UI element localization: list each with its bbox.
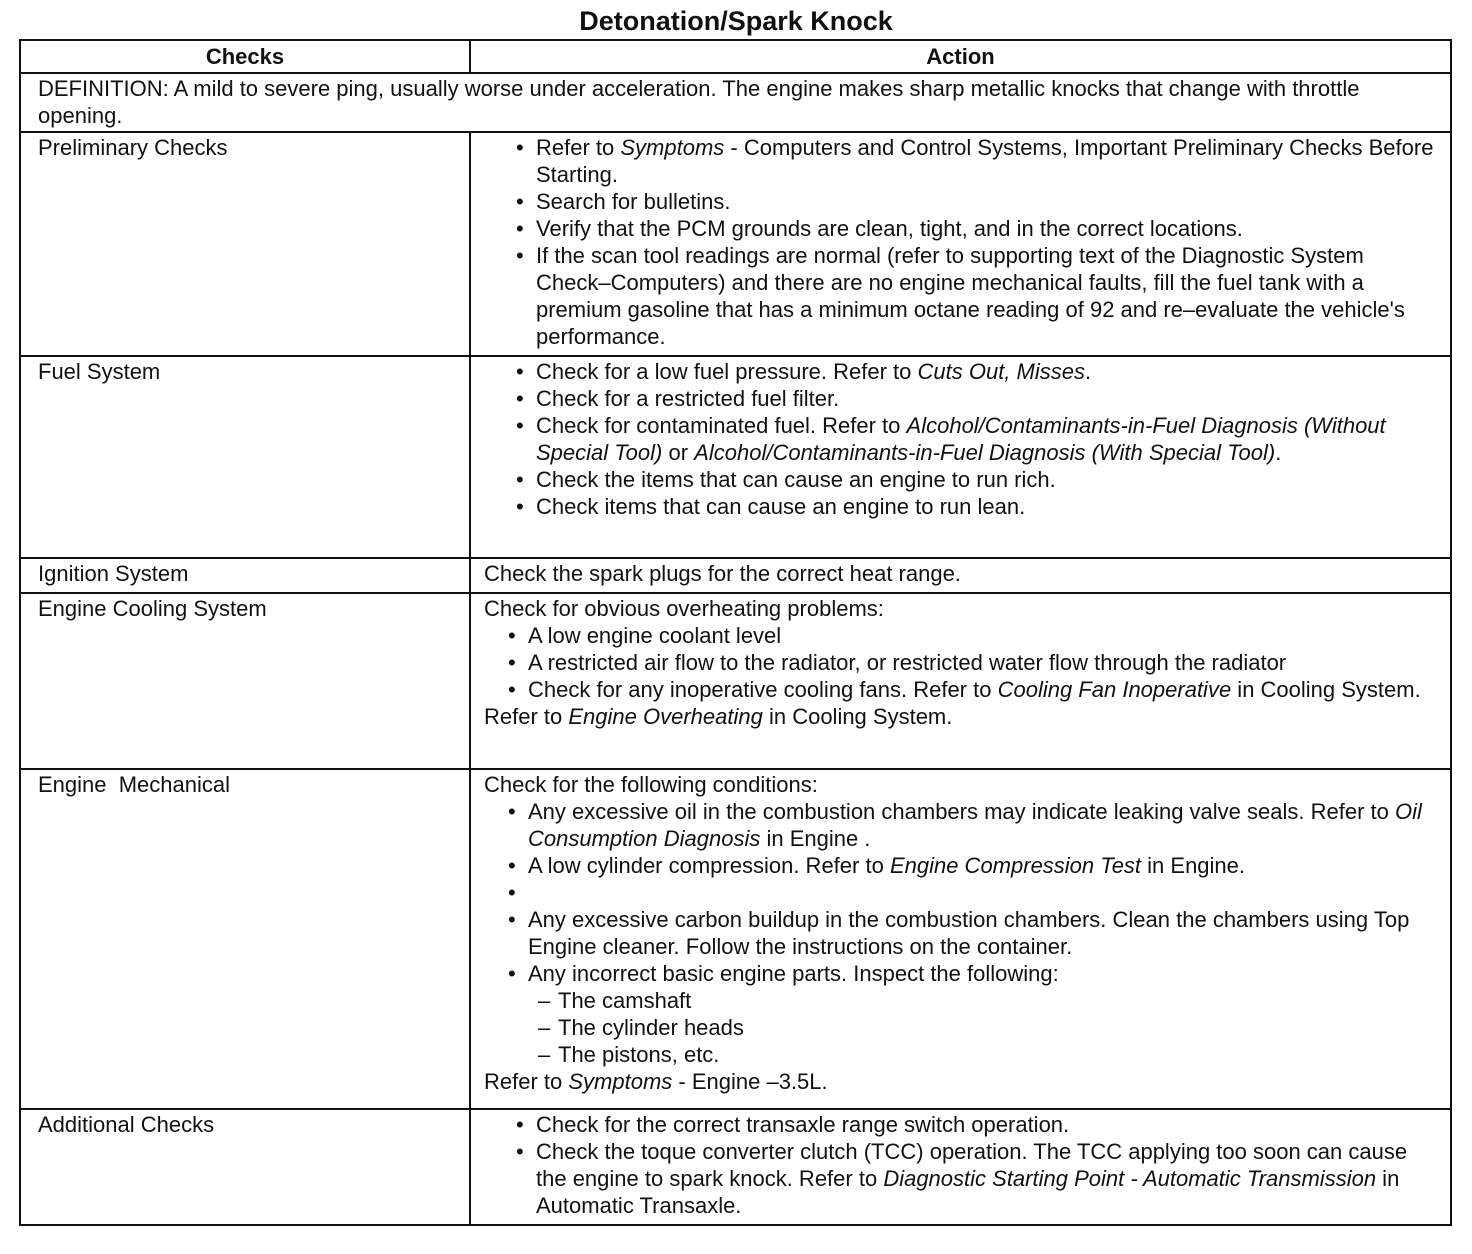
table-row [20, 769, 1451, 1109]
list-item: • Search for bulletins. [516, 188, 1440, 215]
check-label: Preliminary Checks [20, 132, 470, 356]
list-item: • Verify that the PCM grounds are clean, tight, and in the correct locations. [516, 215, 1440, 242]
list-item: • Refer to Symptoms - Computers and Control Systems, Important Preliminary Checks Before Starting. [516, 134, 1440, 188]
list-item: • Check for a restricted fuel filter. [516, 385, 1440, 412]
list-item: • A low cylinder compression. Refer to Engine Compression Test in Engine. [508, 852, 1440, 879]
check-label: Fuel System [20, 356, 470, 558]
action-cell [470, 132, 1451, 356]
list-item: • Check items that can cause an engine to run lean. [516, 493, 1440, 520]
list-item: • Check for a low fuel pressure. Refer to Cuts Out, Misses. [516, 358, 1440, 385]
list-item: • Check for the correct transaxle range switch operation. [516, 1111, 1440, 1138]
definition-row [20, 73, 1451, 132]
list-item: • Check the toque converter clutch (TCC) operation. The TCC applying too soon can cause the engine to spark knock. Refer to Diagnostic Starting Point - Automatic Transmission in Automatic Transaxle. [516, 1138, 1440, 1219]
list-item: • Any excessive oil in the combustion chambers may indicate leaking valve seals. Refer to Oil Consumption Diagnosis in Engine . [508, 798, 1440, 852]
check-label: Engine Mechanical [20, 769, 470, 1109]
table-row [20, 1109, 1451, 1225]
table-row [20, 558, 1451, 593]
list-item: • A low engine coolant level [508, 622, 1440, 649]
sub-list-item: – The camshaft [538, 987, 1440, 1014]
checks-header: Checks [20, 40, 470, 73]
table-row [20, 593, 1451, 769]
list-item: • If the scan tool readings are normal (refer to supporting text of the Diagnostic System Check–Computers) and there are no engine mechanical faults, fill the fuel tank with a premium gasoline that has a minimum octane reading of 92 and re–evaluate the vehicle's performance. [516, 242, 1440, 350]
diagnosis-table [19, 39, 1452, 1226]
list-item: • Any incorrect basic engine parts. Inspect the following: – The camshaft – The cylinder heads – The pistons, etc. [508, 960, 1440, 1068]
list-item: • Check for any inoperative cooling fans. Refer to Cooling Fan Inoperative in Cooling System. [508, 676, 1440, 703]
list-spacer [508, 879, 1440, 906]
action-cell: Check the spark plugs for the correct heat range. [470, 558, 1451, 593]
list-item: • Check for contaminated fuel. Refer to Alcohol/Contaminants-in-Fuel Diagnosis (Without Special Tool) or Alcohol/Contaminants-in-Fuel Diagnosis (With Special Tool). [516, 412, 1440, 466]
action-cell [470, 593, 1451, 769]
table-row [20, 132, 1451, 356]
action-intro: Check for the following conditions: [484, 772, 818, 797]
check-label: Engine Cooling System [20, 593, 470, 769]
sub-list-item: – The pistons, etc. [538, 1041, 1440, 1068]
list-item: • A restricted air flow to the radiator, or restricted water flow through the radiator [508, 649, 1440, 676]
check-label: Ignition System [20, 558, 470, 593]
action-intro: Check for obvious overheating problems: [484, 596, 884, 621]
list-item: • Any excessive carbon buildup in the combustion chambers. Clean the chambers using Top Engine cleaner. Follow the instructions on the container. [508, 906, 1440, 960]
action-cell [470, 769, 1451, 1109]
action-outro: Refer to Engine Overheating in Cooling System. [484, 704, 953, 729]
action-cell [470, 356, 1451, 558]
header-row [20, 40, 1451, 73]
definition-text: DEFINITION: A mild to severe ping, usually worse under acceleration. The engine makes sharp metallic knocks that change with throttle opening. [20, 73, 1451, 132]
action-header: Action [470, 40, 1451, 73]
list-item: • Check the items that can cause an engine to run rich. [516, 466, 1440, 493]
check-label: Additional Checks [20, 1109, 470, 1225]
table-row [20, 356, 1451, 558]
page-title: Detonation/Spark Knock [579, 6, 893, 36]
action-cell [470, 1109, 1451, 1225]
action-outro: Refer to Symptoms - Engine –3.5L. [484, 1069, 828, 1094]
sub-list-item: – The cylinder heads [538, 1014, 1440, 1041]
